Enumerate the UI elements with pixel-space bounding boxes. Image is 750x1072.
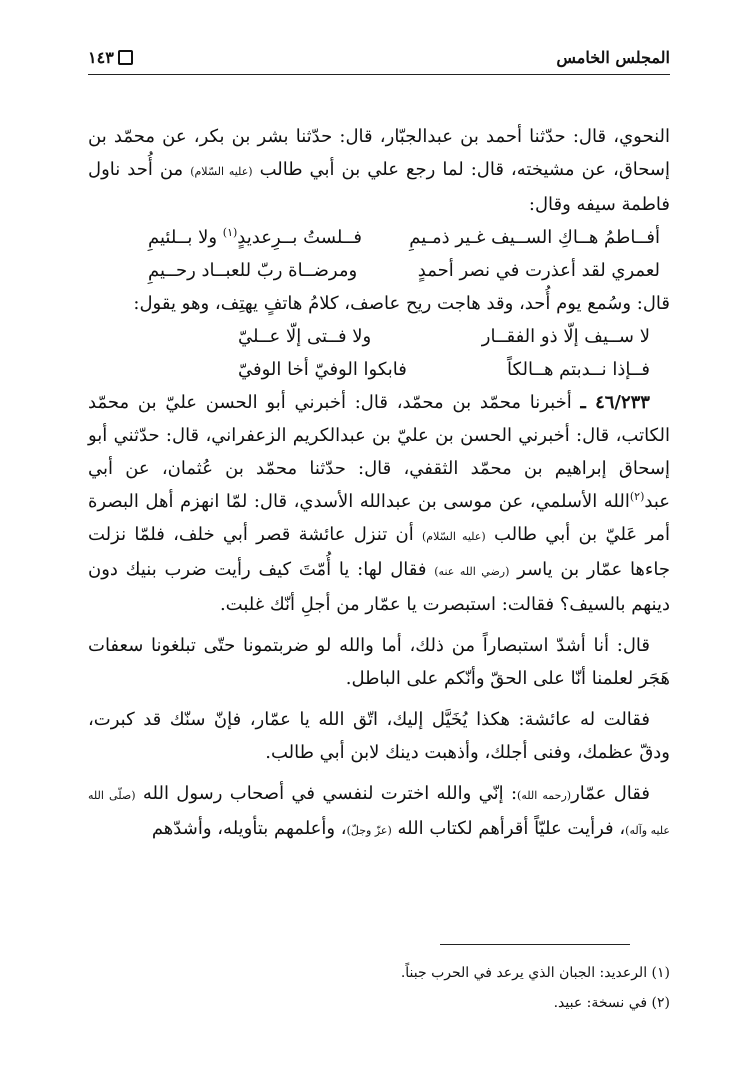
verse-line-1	[88, 221, 670, 254]
honorific-note: (صلّى الله عليه وآله)	[88, 789, 670, 837]
verse-hemistich-left: فابكوا الوفيّ أخا الوفيّ	[238, 359, 407, 380]
page-number	[88, 48, 133, 67]
verse-hemistich-right: لا ســيف إلّا ذو الفقــار	[481, 326, 650, 347]
hadith-number: ٤٦/٢٣٣ ـ	[580, 392, 650, 413]
verse-hemistich-right: أفــاطمُ هــاكِ الســيف غـير ذمـيمِ	[409, 227, 660, 248]
text-run: فقال لها: يا أُمّتَ كيف رأيت ضرب بنيك دون دينهم بالسيف؟ فقالت: استبصرت يا عمّار من أجلِ أنّك غلبت.	[88, 559, 670, 615]
footnote-2: (٢) في نسخة: عبيد.	[553, 995, 670, 1011]
page-number-text: ١٤٣	[88, 48, 114, 67]
honorific-note: (عليه السّلام)	[190, 165, 253, 178]
verse-text: ولا بــلئيمِ	[148, 227, 218, 248]
chapter-title: المجلس الخامس	[556, 48, 670, 67]
header-divider	[88, 74, 670, 75]
honorific-note: (رحمه الله)	[517, 789, 572, 802]
footnote-1: (١) الرعديد: الجبان الذي يرعد في الحرب جبناً.	[400, 965, 670, 981]
text-run: فقال عمّار	[571, 783, 650, 804]
verse-hemistich-left: ومرضــاة ربّ للعبــاد رحــيمِ	[148, 260, 358, 281]
text-run: من أُحد ناول فاطمة سيفه وقال:	[88, 159, 670, 215]
honorific-note: (عليه السّلام)	[422, 530, 486, 543]
verse-line-2	[88, 254, 670, 287]
page-header	[88, 46, 670, 76]
footnote-marker: (٢)	[629, 490, 645, 503]
footnote-divider	[440, 944, 630, 945]
text-run: ، فرأيت عليّاً أقرأهم لكتاب الله	[397, 818, 626, 839]
paragraph-voice: قال: وسُمع يوم أُحد، وقد هاجت ريح عاصف، كلامُ هاتفٍ يهتِف، وهو يقول:	[133, 293, 670, 314]
text-run: ، وأعلمهم بتأويله، وأشدّهم	[151, 818, 347, 839]
paragraph-ammar-reply: قال: أنا أشدّ استبصاراً من ذلك، أما والله لو ضربتمونا حتّى تبلغونا سعفات هَجَر لعلمنا أنّا على الحقّ وأنّكم على الباطل.	[88, 635, 670, 689]
verse-hemistich-left: فــلستُ بــرِعديدٍ(١) ولا بــلئيمِ	[148, 221, 362, 254]
honorific-note: (عزّ وجلّ)	[346, 824, 392, 837]
paragraph-intro	[88, 120, 670, 221]
text-run: أخبرنا محمّد بن محمّد، قال: أخبرني أبو الحسن عليّ بن محمّد الكاتب، قال: أخبرني الحسن بن عليّ بن عبدالكريم الزعفراني، قال: حدّثني أبو إسحاق إبراهيم بن محمّد الثقفي، قال: حدّثنا محمّد بن عُثمان، عن أبي عبد	[88, 392, 670, 512]
verse-hemistich-left: ولا فــتى إلّا عــليّ	[238, 326, 372, 347]
verse-line-4	[88, 353, 670, 386]
paragraph-aisha: فقالت له عائشة: هكذا يُخَيَّل إليك، اتّق الله يا عمّار، فإنّ سنّك قد كبرت، ودقّ عظمك، وفنى أجلك، وأذهبت دينك لابن أبي طالب.	[88, 709, 670, 763]
honorific-note: (رضي الله عنه)	[434, 565, 510, 578]
text-run: الله الأسلمي، عن موسى بن عبدالله الأسدي، قال: لمّا انهزم أهل البصرة أمر عَليّ بن أبي طالب	[88, 491, 670, 545]
page-marker-icon	[118, 50, 133, 65]
verse-line-3	[88, 320, 670, 353]
verse-hemistich-right: فــإذا نــدبتم هــالكاً	[507, 359, 650, 380]
paragraph-ammar-final	[88, 777, 670, 847]
main-text	[88, 120, 670, 847]
text-run: أن تنزل عائشة قصر أبي خلف، فلمّا نزلت جاءها عمّار بن ياسر	[88, 524, 670, 580]
text-run: : إنّي والله اخترت لنفسي في أصحاب رسول الله	[142, 783, 518, 804]
text-run: النحوي، قال: حدّثنا أحمد بن عبدالجبّار، قال: حدّثنا بشر بن بكر، عن محمّد بن إسحاق، عن مشيخته، قال: لما رجع علي بن أبي طالب	[88, 126, 670, 180]
footnotes	[88, 958, 670, 1018]
verse-hemistich-right: لعمري لقد أعذرت في نصر أحمدٍ	[417, 260, 660, 281]
paragraph-hadith	[88, 386, 670, 621]
verse-text: فــلستُ بــرِعديدٍ	[237, 227, 362, 248]
